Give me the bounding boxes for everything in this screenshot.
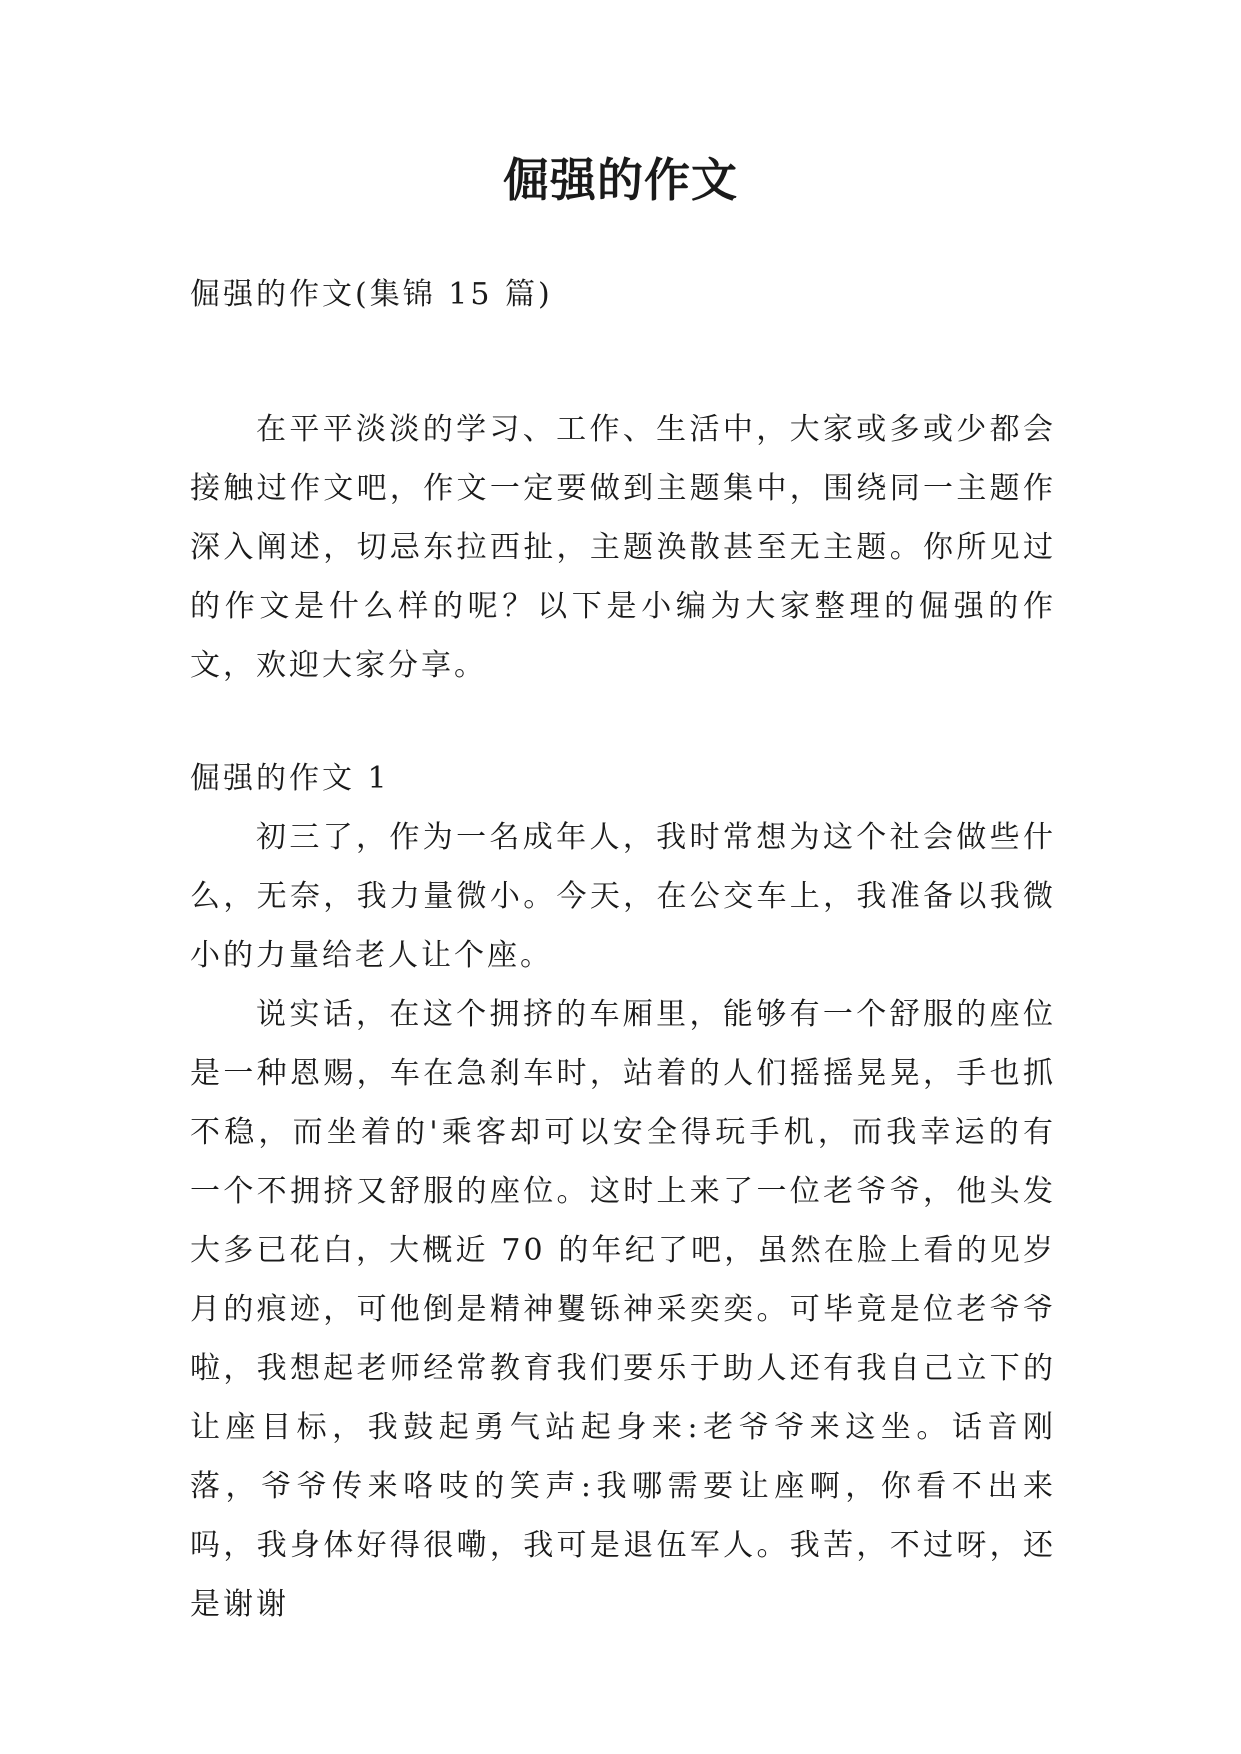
intro-paragraph: 在平平淡淡的学习、工作、生活中，大家或多或少都会接触过作文吧，作文一定要做到主题集中，围绕同一主题作深入阐述，切忌东拉西扯，主题涣散甚至无主题。你所见过的作文是什么样的呢？以下是小编为大家整理的倔强的作文，欢迎大家分享。 <box>190 412 1056 683</box>
document-subtitle: 倔强的作文(集锦 15 篇) <box>190 277 553 312</box>
document-title: 倔强的作文 <box>503 153 738 207</box>
body-paragraph: 说实话，在这个拥挤的车厢里，能够有一个舒服的座位是一种恩赐，车在急刹车时，站着的人们摇摇晃晃，手也抓不稳，而坐着的'乘客却可以安全得玩手机，而我幸运的有一个不拥挤又舒服的座位。这时上来了一位老爷爷，他头发大多已花白，大概近 70 的年纪了吧，虽然在脸上看的见岁月的痕迹，可他倒是精神矍铄神采奕奕。可毕竟是位老爷爷啦，我想起老师经常教育我们要乐于助人还有我自己立下的让座目标，我鼓起勇气站起身来:老爷爷来这坐。话音刚落，爷爷传来咯吱的笑声:我哪需要让座啊，你看不出来吗，我身体好得很嘞，我可是退伍军人。我苦，不过呀，还是谢谢 <box>190 997 1056 1622</box>
section-heading: 倔强的作文 1 <box>190 761 390 796</box>
body-paragraph: 初三了，作为一名成年人，我时常想为这个社会做些什么，无奈，我力量微小。今天，在公交车上，我准备以我微小的力量给老人让个座。 <box>190 820 1056 973</box>
